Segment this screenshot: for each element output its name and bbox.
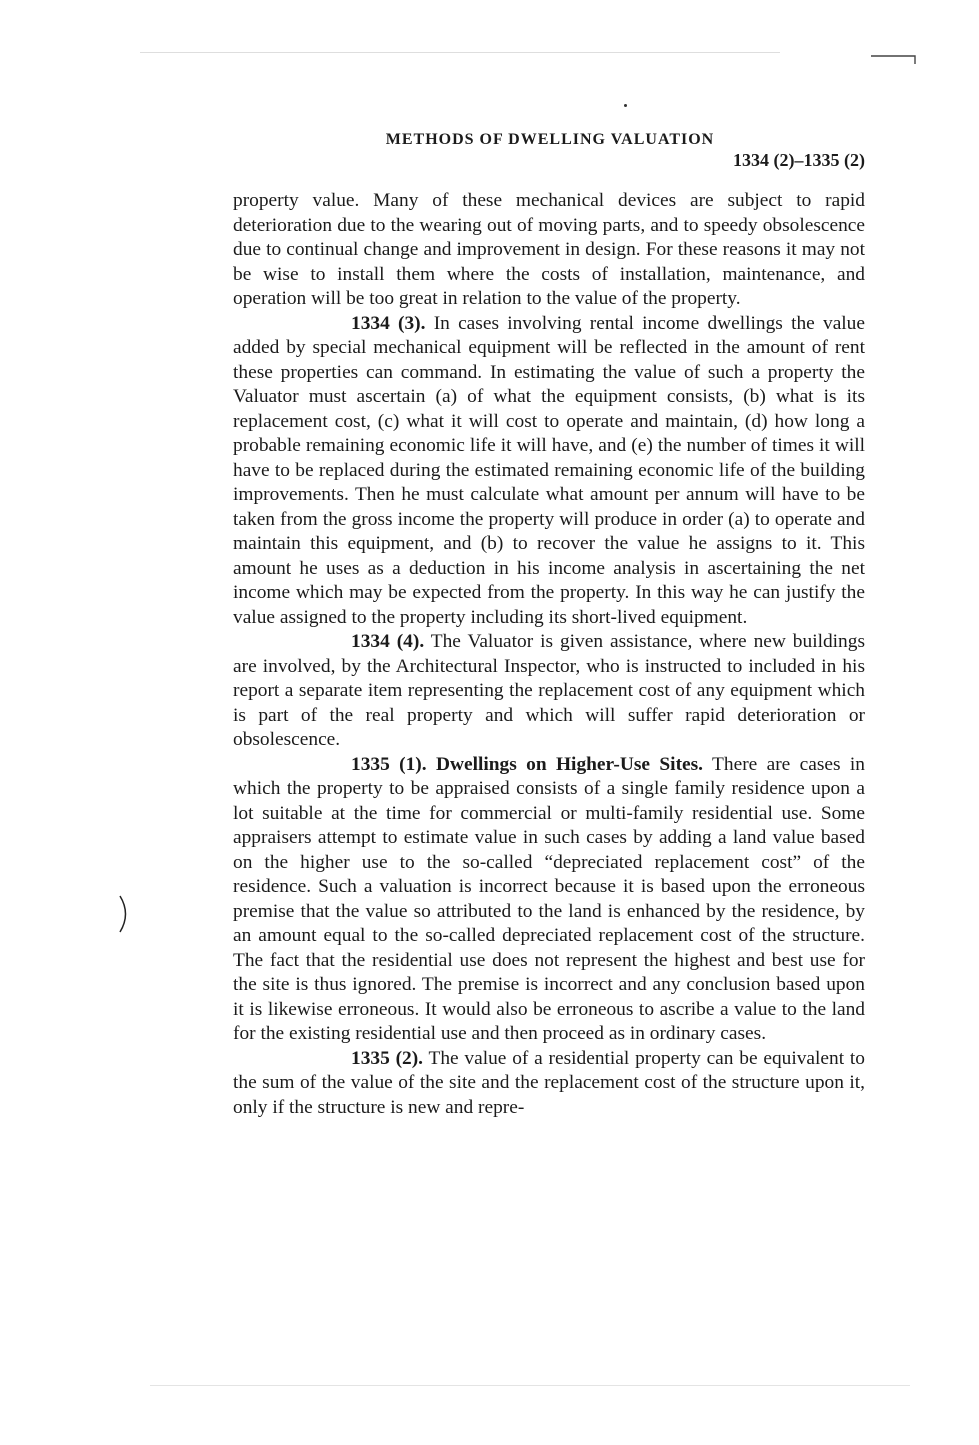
paragraph-1334-3 [233, 312, 865, 631]
section-number: 1335 (1). [351, 753, 427, 775]
margin-bracket-mark [118, 894, 132, 934]
section-title: Dwellings on Higher-Use Sites. [426, 753, 704, 775]
corner-crop-mark [871, 55, 917, 65]
section-number: 1334 (3). [351, 312, 426, 334]
paragraph-text: The Valuator is given assistance, where new buildings are involved, by the Architectural Inspector, who is instructed to included in his report a separate item representing the replacement cost of any equipment which is part of the real property and which will suffer rapid deterioration or obsolescence. [233, 631, 865, 750]
paragraph-1335-2 [233, 1047, 865, 1121]
running-title: METHODS OF DWELLING VALUATION [385, 131, 715, 148]
section-number: 1334 (4). [351, 631, 425, 652]
section-number: 1335 (2). [351, 1047, 424, 1069]
paragraph-text: In cases involving rental income dwellings the value added by special mechanical equipment will be reflected in the amount of rent these properties can command. In estimating the value of such a property the Valuator must ascertain (a) of what the equipment consists, (b) what is its replacement cost, (c) what it will cost to operate and maintain, (d) how long a probable remaining economic life it will have, and (e) the number of times it will have to be replaced during the estimated remaining economic life of the building improvements. Then he must calculate what amount per annum will have to be taken from the gross income the property will produce in order (a) to operate and maintain this equipment, and (b) to recover the value he assigns to it. This amount he uses as a deduction in his income analysis in ascertaining the net income which may be expected from the property. In this way he can justify the value assigned to the property including its short-lived equipment. [233, 312, 865, 628]
paragraph-1334-4 [233, 630, 865, 753]
paragraph-text: The value of a residential property can be equivalent to the sum of the value of the site and the replacement cost of the structure upon it, only if the structure is new and repre- [233, 1047, 865, 1118]
scan-artifact-top [140, 52, 780, 53]
body-text [233, 189, 865, 1120]
paragraph-continuation [233, 189, 865, 312]
paragraph-text: property value. Many of these mechanical devices are subject to rapid deterioration due to the wearing out of moving parts, and to speedy obsolescence due to continual change and improvement in design. For these reasons it may not be wise to install them where the costs of installation, maintenance, and operation will be too great in relation to the value of the property. [233, 190, 865, 309]
scan-speck [624, 104, 627, 107]
paragraph-text: There are cases in which the property to be appraised consists of a single family residence upon a lot suitable at the time for commercial or multi-family residential use. Some appraisers attempt to estimate value in such cases by adding a land value based on the higher use to the so-called “depreciated replacement cost” of the residence. Such a valuation is incorrect because it is based upon the erroneous premise that the value so attributed to the land is enhanced by the residence, by an amount equal to the so-called depreciated replacement cost of the structure. The fact that the residential use does not represent the highest and best use for the site is thus ignored. The premise is incorrect and any conclusion based upon it is likewise erroneous. It would also be erroneous to ascribe a value to the land for the existing residential use and then proceed as in ordinary cases. [233, 753, 866, 1044]
paragraph-1335-1 [233, 753, 865, 1047]
section-range: 1334 (2)–1335 (2) [733, 150, 865, 170]
scan-artifact-bottom [150, 1385, 910, 1386]
